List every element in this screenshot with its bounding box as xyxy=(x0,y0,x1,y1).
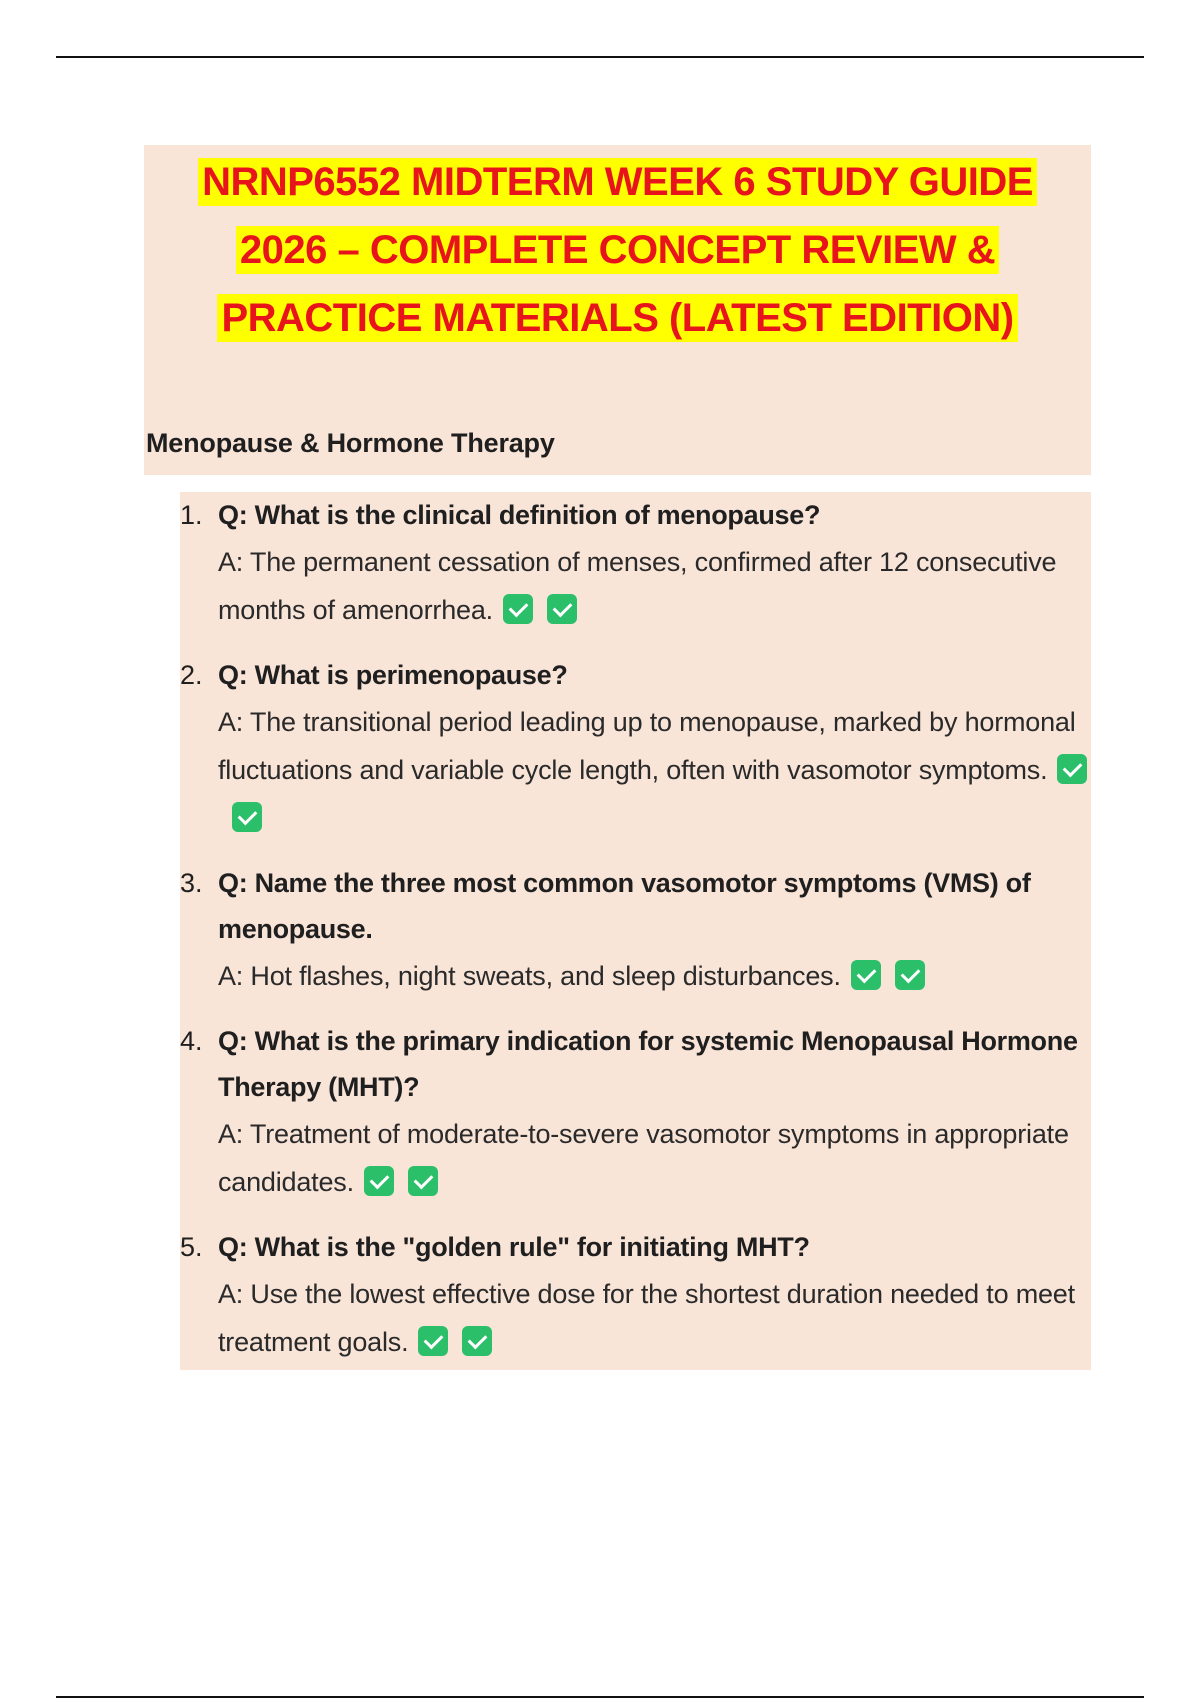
check-mark-icon xyxy=(408,1166,438,1196)
title-line-2: 2026 – COMPLETE CONCEPT REVIEW & xyxy=(236,226,999,274)
check-mark-icon xyxy=(418,1326,448,1356)
answer-text xyxy=(218,698,1091,842)
question-text: Q: What is the "golden rule" for initiating MHT? xyxy=(218,1232,810,1262)
answer-text xyxy=(218,538,1091,634)
qa-list xyxy=(180,492,1091,1366)
item-number: 3. xyxy=(180,868,203,898)
check-mark-icon xyxy=(232,802,262,832)
item-number: 4. xyxy=(180,1026,203,1056)
answer-body: A: The transitional period leading up to menopause, marked by hormonal fluctuations and variable cycle length, often with vasomotor symptoms. xyxy=(218,707,1076,785)
item-number: 1. xyxy=(180,500,203,530)
top-rule xyxy=(56,56,1144,58)
check-mark-icon xyxy=(851,960,881,990)
document-title xyxy=(144,148,1091,352)
bottom-rule xyxy=(56,1696,1144,1698)
qa-item xyxy=(180,492,1091,634)
qa-item xyxy=(180,634,1091,842)
qa-item xyxy=(180,1206,1091,1366)
answer-body: A: The permanent cessation of menses, confirmed after 12 consecutive months of amenorrhea. xyxy=(218,547,1057,625)
item-number: 5. xyxy=(180,1232,203,1262)
check-mark-icon xyxy=(895,960,925,990)
question-text: Q: What is perimenopause? xyxy=(218,660,568,690)
question-text: Q: What is the clinical definition of menopause? xyxy=(218,500,821,530)
check-mark-icon xyxy=(547,594,577,624)
check-mark-icon xyxy=(364,1166,394,1196)
question-text: Q: What is the primary indication for systemic Menopausal Hormone Therapy (MHT)? xyxy=(218,1026,1078,1102)
answer-body: A: Treatment of moderate-to-severe vasomotor symptoms in appropriate candidates. xyxy=(218,1119,1069,1197)
answer-body: A: Use the lowest effective dose for the shortest duration needed to meet treatment goals. xyxy=(218,1279,1075,1357)
check-mark-icon xyxy=(462,1326,492,1356)
answer-text xyxy=(218,1270,1091,1366)
title-line-3: PRACTICE MATERIALS (LATEST EDITION) xyxy=(217,294,1017,342)
item-number: 2. xyxy=(180,660,203,690)
qa-item xyxy=(180,1000,1091,1206)
answer-text xyxy=(218,1110,1091,1206)
answer-text xyxy=(218,952,1091,1000)
answer-body: A: Hot flashes, night sweats, and sleep disturbances. xyxy=(218,961,841,991)
check-mark-icon xyxy=(503,594,533,624)
title-line-1: NRNP6552 MIDTERM WEEK 6 STUDY GUIDE xyxy=(198,158,1037,206)
question-text: Q: Name the three most common vasomotor symptoms (VMS) of menopause. xyxy=(218,868,1031,944)
section-heading: Menopause & Hormone Therapy xyxy=(146,428,555,458)
qa-item xyxy=(180,842,1091,1000)
check-mark-icon xyxy=(1057,754,1087,784)
